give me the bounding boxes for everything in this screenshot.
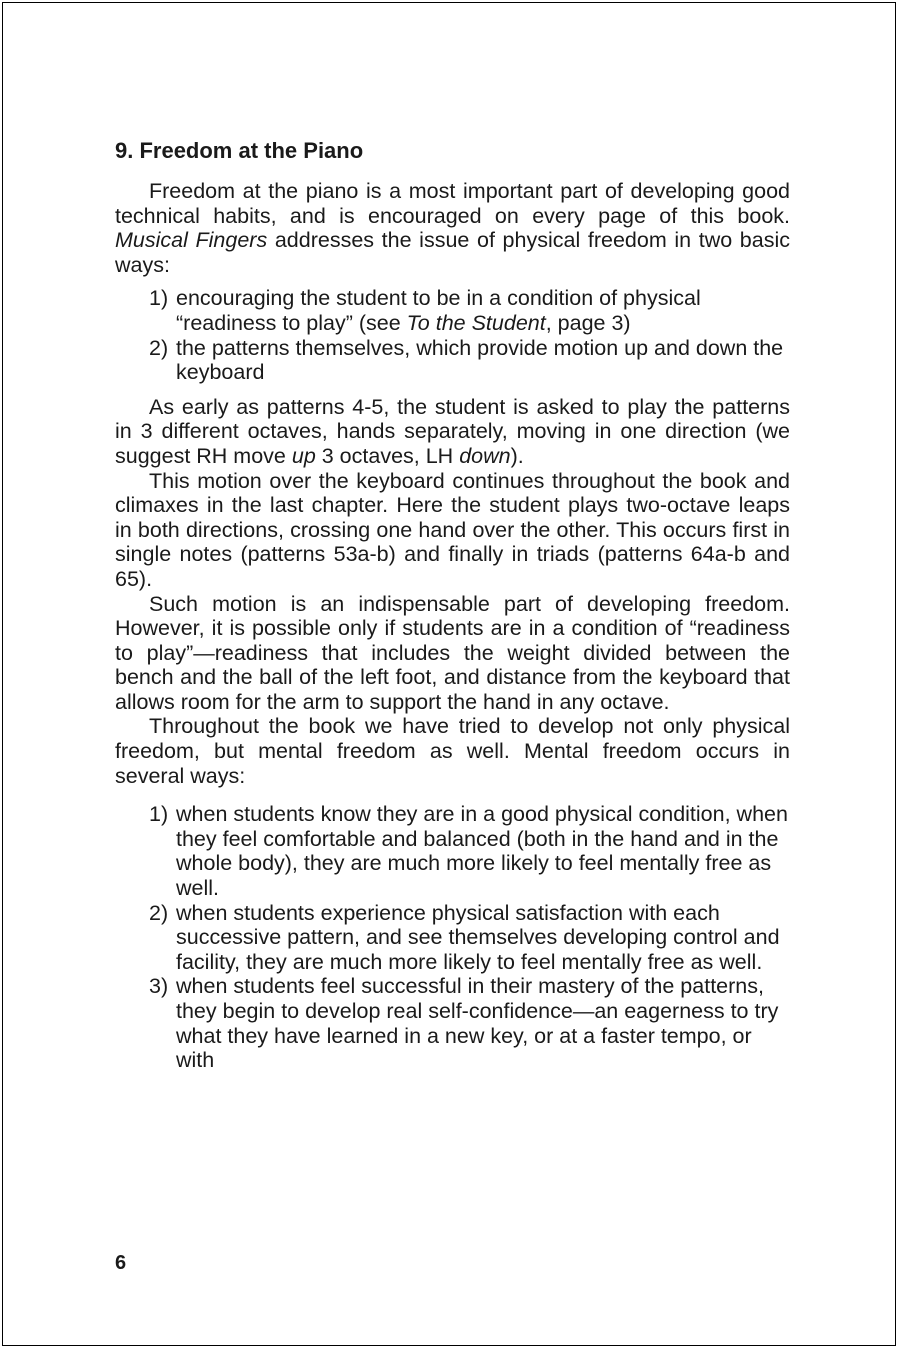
list-item	[115, 974, 790, 1072]
list-number: 2)	[149, 335, 169, 360]
page-number: 6	[115, 1252, 127, 1274]
chapter-title-italic: To the Student	[406, 310, 546, 335]
paragraph-readiness: Such motion is an indispensable part of developing freedom. However, it is possible only if students are in a condition of “readiness to play”—readiness that includes the weight divided between the bench and the ball of the left foot, and distance from the keyboard that allows room for the arm to support the hand in any octave.	[115, 591, 790, 714]
physical-freedom-list	[115, 286, 790, 384]
page-content	[115, 137, 790, 1083]
paragraph-text: addresses the issue of physical freedom in two basic ways:	[115, 228, 790, 277]
section-heading: 9. Freedom at the Piano	[115, 138, 364, 163]
paragraph-text: ).	[510, 443, 524, 468]
book-title-italic: Musical Fingers	[115, 228, 268, 253]
list-item-text: encouraging the student to be in a condition of physical “readiness to play” (see	[176, 286, 701, 335]
paragraph-octaves	[115, 395, 790, 469]
list-item-text: , page 3)	[545, 310, 631, 335]
list-item	[115, 286, 790, 335]
paragraph-text: As early as patterns 4-5, the student is asked to play the patterns in 3 different octaves, hands separately, moving in one direction (we suggest RH move	[115, 394, 790, 468]
paragraph-text: Freedom at the piano is a most important part of developing good technical habits, and is encouraged on every page of this book.	[115, 179, 790, 228]
list-item-text: the patterns themselves, which provide motion up and down the keyboard	[176, 335, 784, 385]
list-item	[115, 336, 790, 385]
list-number: 2)	[149, 900, 169, 925]
list-number: 1)	[149, 286, 169, 311]
paragraph-mental-freedom: Throughout the book we have tried to develop not only physical freedom, but mental freedom as well. Mental freedom occurs in several ways:	[115, 714, 790, 788]
list-number: 1)	[149, 802, 169, 827]
mental-freedom-list	[115, 802, 790, 1073]
emphasis-italic: up	[291, 443, 316, 468]
list-number: 3)	[149, 974, 169, 999]
list-item-text: when students feel successful in their mastery of the patterns, they begin to develop real self-confidence—an eagerness to try what they have learned in a new key, or at a faster tempo, or with	[176, 974, 779, 1073]
paragraph-intro	[115, 179, 790, 277]
emphasis-italic: down	[459, 443, 511, 468]
paragraph-motion: This motion over the keyboard continues throughout the book and climaxes in the last chapter. Here the student plays two-octave leaps in both directions, crossing one hand over the other. This occurs first in single notes (patterns 53a-b) and finally in triads (patterns 64a-b and 65).	[115, 468, 790, 591]
list-item	[115, 802, 790, 900]
paragraph-text: 3 octaves, LH	[315, 443, 460, 468]
list-item-text: when students experience physical satisfaction with each successive pattern, and see themselves developing control and facility, they are much more likely to feel mentally free as well.	[176, 900, 780, 974]
list-item-text: when students know they are in a good physical condition, when they feel comfortable and balanced (both in the hand and in the whole body), they are much more likely to feel mentally free as well.	[176, 802, 788, 901]
list-item	[115, 901, 790, 975]
